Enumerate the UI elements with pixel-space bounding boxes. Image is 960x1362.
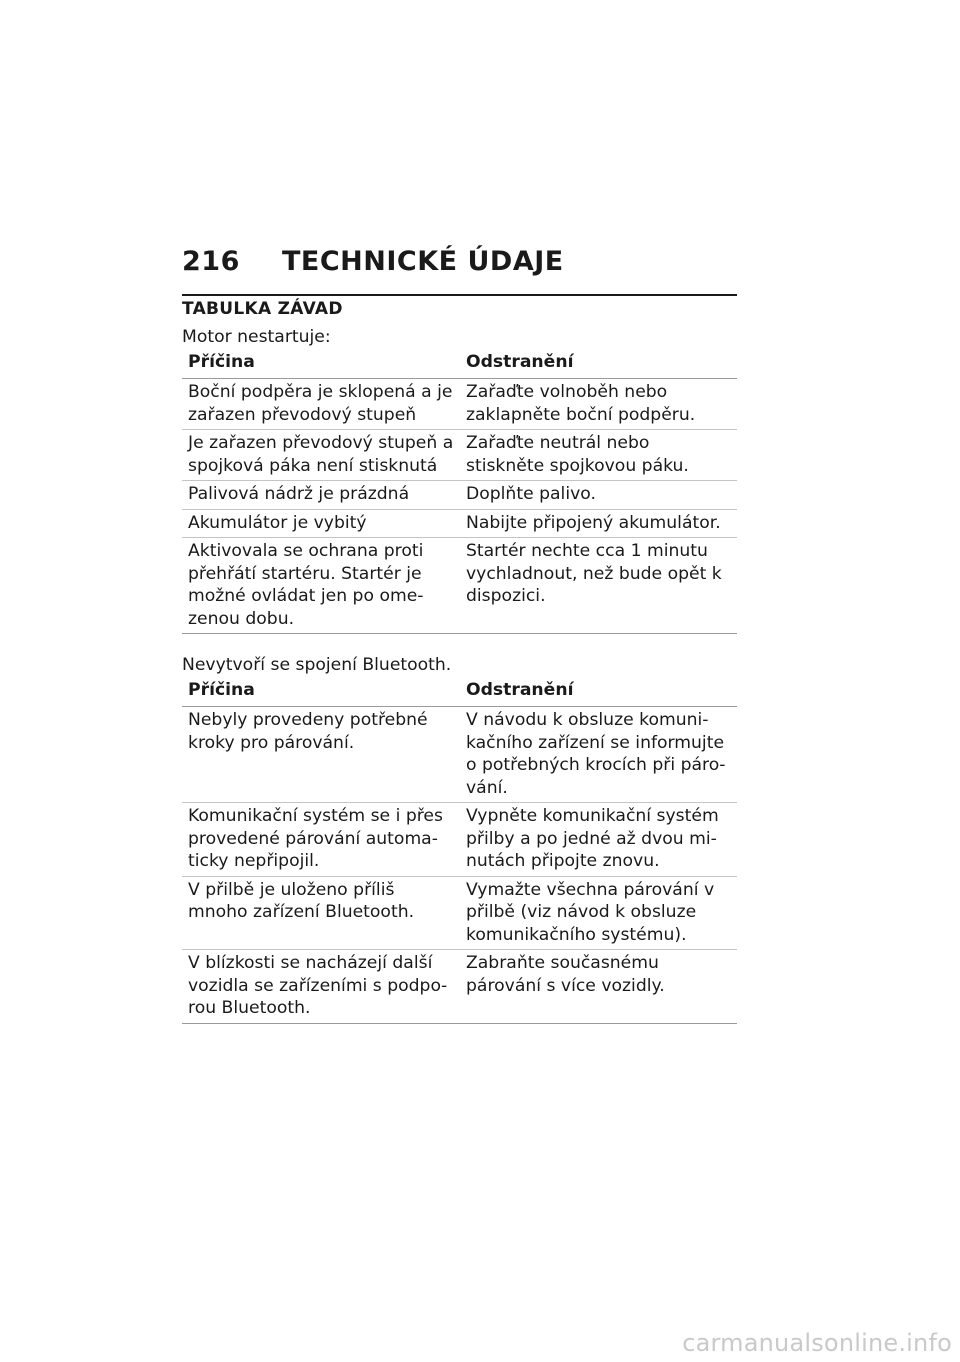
remedy-cell: Vypněte komunikační systém přilby a po jedné až dvou minutách připojte znovu. [460,803,737,877]
remedy-cell: Nabijte připojený akumulátor. [460,509,737,538]
table-row [182,707,737,803]
table-row [182,950,737,1024]
column-header-cause: Příčina [182,349,460,379]
fault-table-bluetooth [182,677,737,1024]
table-header-row [182,677,737,707]
page-header [182,246,738,277]
chapter-title: TECHNICKÉ ÚDAJE [282,246,564,277]
page-number: 216 [182,246,240,277]
cause-cell: V přilbě je uloženo příliš mnoho zařízení Bluetooth. [182,876,460,950]
table-row [182,509,737,538]
table-row [182,876,737,950]
table-row [182,803,737,877]
cause-cell: Je zařazen převodový stupeň a spojková páka není stisknutá [182,430,460,481]
watermark: carmanualsonline.info [682,1329,952,1357]
remedy-cell: Vymažte všechna párování v přilbě (viz návod k obsluze komunikačního systému). [460,876,737,950]
section-title: TABULKA ZÁVAD [182,299,343,319]
remedy-cell: Zabraňte současnému párování s více vozidly. [460,950,737,1024]
cause-cell: Akumulátor je vybitý [182,509,460,538]
remedy-cell: Zařaďte neutrál nebo stiskněte spojkovou páku. [460,430,737,481]
table-intro-bluetooth: Nevytvoří se spojení Bluetooth. [182,655,452,675]
column-header-cause: Příčina [182,677,460,707]
cause-cell: Palivová nádrž je prázdná [182,481,460,510]
cause-cell: Nebyly provedeny potřebné kroky pro párování. [182,707,460,803]
table-row [182,481,737,510]
fault-table-engine [182,349,737,635]
column-header-remedy: Odstranění [460,349,737,379]
header-rule [182,294,737,296]
cause-cell: V blízkosti se nacházejí další vozidla se zařízeními s podporou Bluetooth. [182,950,460,1024]
remedy-cell: Zařaďte volnoběh nebo zaklapněte boční podpěru. [460,379,737,430]
table-intro-engine: Motor nestartuje: [182,327,331,347]
table-row [182,430,737,481]
table-header-row [182,349,737,379]
cause-cell: Boční podpěra je sklopená a je zařazen převodový stupeň [182,379,460,430]
table-row [182,538,737,634]
remedy-cell: Doplňte palivo. [460,481,737,510]
column-header-remedy: Odstranění [460,677,737,707]
remedy-cell: Startér nechte cca 1 minutu vychladnout, než bude opět k dispozici. [460,538,737,634]
cause-cell: Komunikační systém se i přes provedené párování automaticky nepřipojil. [182,803,460,877]
cause-cell: Aktivovala se ochrana proti přehřátí startéru. Startér je možné ovládat jen po omezenou dobu. [182,538,460,634]
content [182,326,737,1024]
table-row [182,379,737,430]
remedy-cell: V návodu k obsluze komunikačního zařízení se informujte o potřebných krocích při párování. [460,707,737,803]
